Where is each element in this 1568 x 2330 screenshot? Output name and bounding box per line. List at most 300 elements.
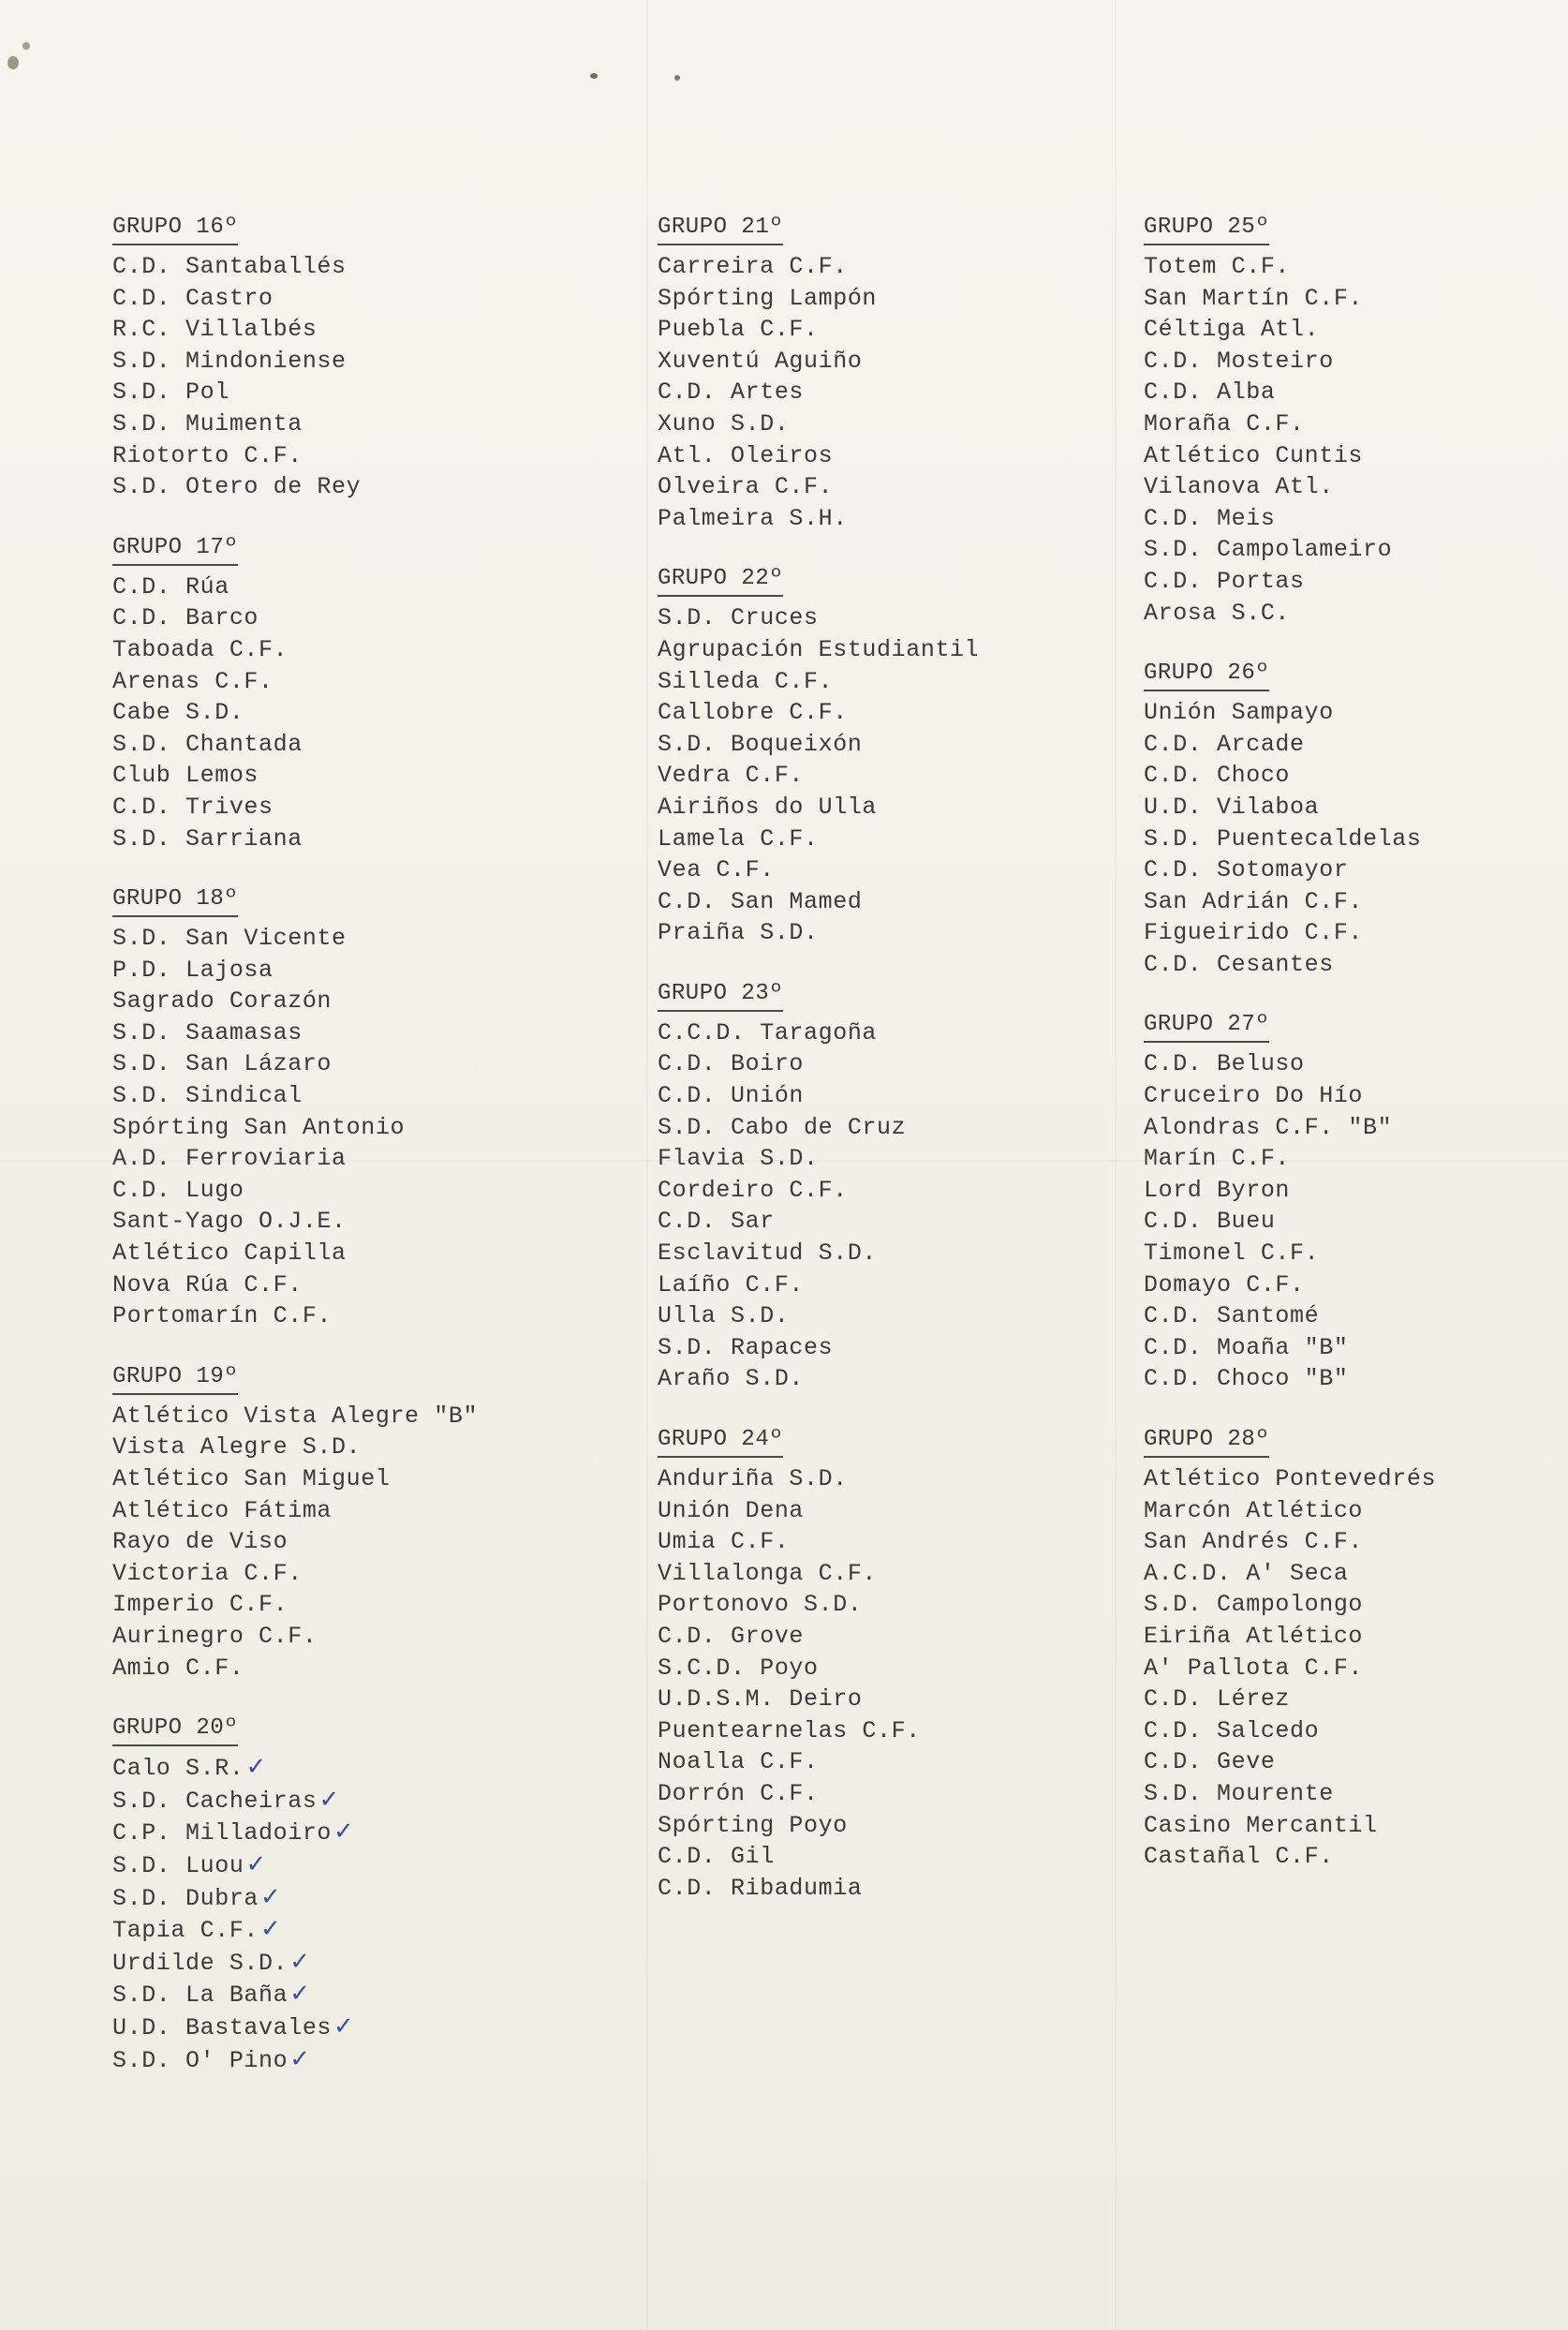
team-name: Atlético Pontevedrés (1144, 1465, 1437, 1492)
team-name: S.D. Cabo de Cruz (658, 1113, 907, 1141)
team-name: Carreira C.F. (658, 253, 848, 280)
team-entry (1144, 1778, 1568, 1810)
team-entry (112, 471, 618, 503)
team-name: Alondras C.F. "B" (1144, 1113, 1393, 1141)
team-name: C.D. Bueu (1144, 1208, 1276, 1236)
team-name: Cordeiro C.F. (658, 1176, 848, 1204)
team-entry (112, 1979, 618, 2011)
team-name: C.D. Gil (658, 1843, 775, 1871)
team-entry (658, 1048, 1163, 1080)
check-mark-icon: ✓ (318, 1785, 340, 1814)
team-name: C.D. Boiro (658, 1050, 805, 1078)
team-entry (1144, 471, 1568, 503)
team-entry (658, 314, 1163, 346)
team-name: S.D. Luou (112, 1851, 244, 1879)
team-name: Figueirido C.F. (1144, 919, 1364, 947)
team-entry (112, 2044, 618, 2077)
team-name: S.D. Mourente (1144, 1779, 1334, 1807)
team-name: Noalla C.F. (658, 1748, 819, 1776)
check-mark-icon: ✓ (289, 2044, 311, 2073)
team-entry (658, 1080, 1163, 1112)
team-entry (112, 1817, 618, 1849)
team-entry (1144, 503, 1568, 535)
team-name: Rayo de Viso (112, 1528, 288, 1556)
team-name: Vea C.F. (658, 856, 775, 884)
team-entry (112, 1112, 618, 1144)
team-name: Umia C.F. (658, 1528, 790, 1556)
team-entry (112, 1882, 618, 1915)
team-name: C.D. Cesantes (1144, 950, 1334, 978)
team-name: Spórting Poyo (658, 1811, 848, 1839)
group-block (112, 1713, 618, 2076)
team-name: Club Lemos (112, 762, 259, 790)
team-name: Anduriña S.D. (658, 1465, 848, 1492)
team-entry (112, 251, 618, 283)
team-name: Cabe S.D. (112, 699, 244, 727)
stain-spot (7, 56, 19, 69)
stain-spot (22, 42, 30, 50)
team-entry (112, 1269, 618, 1301)
team-name: Flavia S.D. (658, 1145, 819, 1173)
team-entry (1144, 824, 1568, 855)
team-entry (112, 1463, 618, 1495)
team-entry (112, 1432, 618, 1463)
team-entry (112, 1785, 618, 1818)
team-entry (1144, 251, 1568, 283)
team-name: Atlético San Miguel (112, 1465, 391, 1492)
team-entry (1144, 598, 1568, 630)
team-name: Olveira C.F. (658, 473, 834, 501)
team-name: Lord Byron (1144, 1176, 1291, 1204)
team-entry (1144, 1810, 1568, 1842)
team-entry (658, 666, 1163, 698)
group-block (1144, 658, 1568, 980)
team-entry (658, 471, 1163, 503)
group-block (658, 1424, 1163, 1904)
team-name: C.D. Choco "B" (1144, 1365, 1349, 1393)
team-entry (112, 1143, 618, 1175)
team-entry (1144, 377, 1568, 408)
team-name: S.D. Mindoniense (112, 347, 347, 375)
team-name: C.D. Portas (1144, 567, 1305, 595)
team-entry (658, 760, 1163, 792)
team-entry (1144, 1175, 1568, 1207)
team-name: Cruceiro Do Hío (1144, 1082, 1364, 1110)
group-block (112, 883, 618, 1332)
team-entry (112, 986, 618, 1017)
team-name: S.D. O' Pino (112, 2046, 288, 2074)
check-mark-icon: ✓ (245, 1753, 267, 1782)
team-name: C.P. Milladoiro (112, 1819, 333, 1848)
team-entry (658, 1143, 1163, 1175)
team-entry (1144, 1300, 1568, 1332)
team-entry (658, 1238, 1163, 1269)
team-entry (658, 1175, 1163, 1207)
team-entry (112, 1300, 618, 1332)
team-entry (112, 2011, 618, 2044)
group-title: GRUPO 16º (112, 212, 238, 245)
team-name: Callobre C.F. (658, 699, 848, 727)
team-entry (112, 377, 618, 408)
team-name: C.D. Alba (1144, 378, 1276, 407)
team-entry (112, 283, 618, 315)
team-name: Sagrado Corazón (112, 987, 333, 1016)
team-name: S.D. Boqueixón (658, 730, 863, 758)
check-mark-icon: ✓ (333, 2011, 355, 2041)
team-entry (658, 1810, 1163, 1842)
team-name: Puentearnelas C.F. (658, 1716, 921, 1744)
team-entry (112, 602, 618, 634)
team-entry (112, 408, 618, 440)
team-name: C.D. Santomé (1144, 1302, 1320, 1330)
team-entry (1144, 697, 1568, 729)
team-entry (1144, 1332, 1568, 1364)
team-entry (1144, 1463, 1568, 1495)
team-name: S.D. Cruces (658, 604, 819, 632)
team-entry (112, 314, 618, 346)
team-name: Unión Sampayo (1144, 699, 1334, 727)
team-name: C.D. Rúa (112, 572, 229, 601)
team-entry (1144, 1269, 1568, 1301)
group-title: GRUPO 17º (112, 532, 238, 566)
team-name: C.C.D. Taragoña (658, 1018, 878, 1046)
team-entry (1144, 1495, 1568, 1527)
team-name: C.D. Lugo (112, 1176, 244, 1204)
team-entry (658, 1746, 1163, 1778)
team-entry (1144, 1841, 1568, 1873)
team-name: S.D. Cacheiras (112, 1787, 318, 1815)
team-name: Imperio C.F. (112, 1591, 288, 1619)
group-title: GRUPO 20º (112, 1713, 238, 1746)
team-entry (1144, 283, 1568, 315)
team-entry (658, 1463, 1163, 1495)
check-mark-icon: ✓ (260, 1882, 282, 1911)
team-entry (112, 440, 618, 472)
team-name: S.D. San Vicente (112, 925, 347, 953)
team-entry (658, 634, 1163, 666)
team-entry (1144, 886, 1568, 918)
team-name: Villalonga C.F. (658, 1559, 878, 1587)
team-entry (112, 1401, 618, 1432)
team-name: Atlético Cuntis (1144, 441, 1364, 469)
team-entry (112, 1206, 618, 1238)
team-name: C.D. Moaña "B" (1144, 1333, 1349, 1361)
team-name: C.D. San Mamed (658, 887, 863, 915)
team-name: Silleda C.F. (658, 667, 834, 695)
team-name: C.D. Grove (658, 1622, 805, 1650)
team-entry (658, 1332, 1163, 1364)
team-name: Unión Dena (658, 1496, 805, 1524)
team-name: Vilanova Atl. (1144, 473, 1334, 501)
team-name: Calo S.R. (112, 1755, 244, 1783)
team-name: C.D. Geve (1144, 1748, 1276, 1776)
team-name: San Andrés C.F. (1144, 1528, 1364, 1556)
team-entry (658, 1841, 1163, 1873)
team-entry (1144, 1684, 1568, 1715)
team-entry (112, 1621, 618, 1653)
team-name: C.D. Artes (658, 378, 805, 407)
team-entry (658, 346, 1163, 378)
team-entry (112, 634, 618, 666)
team-name: Airiños do Ulla (658, 793, 878, 821)
team-name: S.D. Sarriana (112, 824, 303, 853)
team-name: Vista Alegre S.D. (112, 1433, 362, 1462)
team-name: S.D. Rapaces (658, 1333, 834, 1361)
team-entry (658, 824, 1163, 855)
team-name: U.D. Bastavales (112, 2013, 333, 2041)
team-name: Riotorto C.F. (112, 441, 303, 469)
team-name: Marcón Atlético (1144, 1496, 1364, 1524)
team-name: S.C.D. Poyo (658, 1654, 819, 1682)
team-entry (658, 503, 1163, 535)
team-entry (112, 1048, 618, 1080)
team-entry (112, 666, 618, 698)
team-entry (112, 1495, 618, 1527)
team-name: Taboada C.F. (112, 635, 288, 663)
team-entry (658, 1653, 1163, 1684)
team-entry (1144, 1589, 1568, 1621)
team-name: S.D. Campolongo (1144, 1591, 1364, 1619)
group-title: GRUPO 28º (1144, 1424, 1269, 1458)
team-entry (1144, 1746, 1568, 1778)
check-mark-icon: ✓ (289, 1947, 311, 1976)
team-name: Arenas C.F. (112, 667, 274, 695)
team-name: Portonovo S.D. (658, 1591, 863, 1619)
team-entry (112, 1558, 618, 1590)
team-entry (1144, 1080, 1568, 1112)
team-entry (658, 1589, 1163, 1621)
team-name: Xuventú Aguiño (658, 347, 863, 375)
group-block (658, 212, 1163, 534)
team-entry (112, 697, 618, 729)
group-title: GRUPO 22º (658, 563, 783, 597)
group-title: GRUPO 21º (658, 212, 783, 245)
team-name: Lamela C.F. (658, 824, 819, 853)
team-name: Atl. Oleiros (658, 441, 834, 469)
team-name: R.C. Villalbés (112, 316, 318, 344)
team-entry (1144, 760, 1568, 792)
team-entry (658, 1300, 1163, 1332)
team-entry (658, 1495, 1163, 1527)
group-title: GRUPO 23º (658, 978, 783, 1012)
team-name: Moraña C.F. (1144, 409, 1305, 438)
team-entry (658, 251, 1163, 283)
team-entry (112, 1653, 618, 1684)
group-block (1144, 1424, 1568, 1873)
team-name: Atlético Capilla (112, 1239, 347, 1268)
team-entry (1144, 1206, 1568, 1238)
team-name: C.D. Barco (112, 604, 259, 632)
team-name: Vedra C.F. (658, 762, 805, 790)
team-name: S.D. Pol (112, 378, 229, 407)
team-name: S.D. Otero de Rey (112, 473, 362, 501)
team-name: U.D.S.M. Deiro (658, 1685, 863, 1714)
team-entry (112, 729, 618, 761)
team-name: Nova Rúa C.F. (112, 1270, 303, 1299)
team-name: U.D. Vilaboa (1144, 793, 1320, 821)
team-entry (1144, 1558, 1568, 1590)
team-name: S.D. Dubra (112, 1884, 259, 1912)
group-block (112, 212, 618, 503)
team-entry (112, 1080, 618, 1112)
fold-line-vertical-left (646, 0, 648, 2330)
team-entry (658, 917, 1163, 949)
team-entry (112, 760, 618, 792)
team-entry (658, 1206, 1163, 1238)
team-entry (1144, 1143, 1568, 1175)
team-name: C.D. Ribadumia (658, 1874, 863, 1902)
team-name: Xuno S.D. (658, 409, 790, 438)
team-entry (1144, 854, 1568, 886)
team-name: Domayo C.F. (1144, 1270, 1305, 1299)
group-title: GRUPO 25º (1144, 212, 1269, 245)
team-name: C.D. Beluso (1144, 1050, 1305, 1078)
team-entry (1144, 1112, 1568, 1144)
group-title: GRUPO 27º (1144, 1009, 1269, 1043)
team-entry (112, 1238, 618, 1269)
team-entry (658, 283, 1163, 315)
team-entry (658, 697, 1163, 729)
team-entry (658, 1526, 1163, 1558)
team-entry (1144, 440, 1568, 472)
team-name: S.D. Saamasas (112, 1018, 303, 1046)
team-name: Casino Mercantil (1144, 1811, 1378, 1839)
team-entry (658, 1778, 1163, 1810)
group-block (658, 978, 1163, 1395)
team-name: Palmeira S.H. (658, 504, 848, 532)
team-entry (1144, 917, 1568, 949)
team-entry (658, 440, 1163, 472)
team-entry (112, 1175, 618, 1207)
ink-speck (674, 75, 680, 81)
team-name: Dorrón C.F. (658, 1779, 819, 1807)
group-block (112, 1361, 618, 1684)
team-name: Victoria C.F. (112, 1559, 303, 1587)
team-entry (1144, 1526, 1568, 1558)
check-mark-icon: ✓ (260, 1915, 282, 1944)
team-entry (658, 792, 1163, 824)
team-name: Portomarín C.F. (112, 1302, 333, 1330)
team-entry (112, 955, 618, 987)
team-entry (112, 1526, 618, 1558)
team-name: Agrupación Estudiantil (658, 635, 980, 663)
team-name: C.D. Lérez (1144, 1685, 1291, 1714)
team-name: C.D. Unión (658, 1082, 805, 1110)
team-name: S.D. Muimenta (112, 409, 303, 438)
team-name: Laíño C.F. (658, 1270, 805, 1299)
team-entry (1144, 346, 1568, 378)
team-name: Aurinegro C.F. (112, 1622, 318, 1650)
team-name: S.D. Sindical (112, 1082, 303, 1110)
group-title: GRUPO 19º (112, 1361, 238, 1395)
column-right (1144, 212, 1568, 1902)
check-mark-icon: ✓ (333, 1818, 355, 1847)
group-block (1144, 212, 1568, 629)
team-entry (112, 1752, 618, 1785)
team-entry (1144, 1715, 1568, 1747)
team-name: C.D. Castro (112, 284, 274, 312)
team-name: S.D. San Lázaro (112, 1050, 333, 1078)
team-entry (112, 571, 618, 603)
team-name: A.D. Ferroviaria (112, 1145, 347, 1173)
group-title: GRUPO 26º (1144, 658, 1269, 691)
team-entry (1144, 729, 1568, 761)
team-entry (658, 1017, 1163, 1049)
team-name: Urdilde S.D. (112, 1949, 288, 1977)
team-entry (658, 1558, 1163, 1590)
group-title: GRUPO 24º (658, 1424, 783, 1458)
team-name: Ulla S.D. (658, 1302, 790, 1330)
team-entry (1144, 1653, 1568, 1684)
team-name: Praiña S.D. (658, 919, 819, 947)
team-entry (112, 1017, 618, 1049)
ink-speck (590, 73, 598, 79)
team-entry (1144, 792, 1568, 824)
team-entry (112, 1589, 618, 1621)
team-entry (1144, 566, 1568, 598)
team-entry (112, 923, 618, 955)
team-name: A' Pallota C.F. (1144, 1654, 1364, 1682)
team-name: A.C.D. A' Seca (1144, 1559, 1349, 1587)
team-name: Arosa S.C. (1144, 599, 1291, 627)
group-title: GRUPO 18º (112, 883, 238, 917)
team-name: Céltiga Atl. (1144, 316, 1320, 344)
team-name: C.D. Mosteiro (1144, 347, 1334, 375)
column-left (112, 212, 618, 2105)
team-name: Marín C.F. (1144, 1145, 1291, 1173)
team-name: Atlético Fátima (112, 1496, 333, 1524)
team-name: Timonel C.F. (1144, 1239, 1320, 1268)
team-name: Amio C.F. (112, 1654, 244, 1682)
team-entry (112, 792, 618, 824)
team-entry (658, 854, 1163, 886)
team-entry (658, 377, 1163, 408)
team-name: C.D. Arcade (1144, 730, 1305, 758)
team-name: Tapia C.F. (112, 1917, 259, 1945)
team-name: Esclavitud S.D. (658, 1239, 878, 1268)
check-mark-icon: ✓ (289, 1980, 311, 2009)
team-name: Castañal C.F. (1144, 1843, 1334, 1871)
team-entry (658, 1112, 1163, 1144)
column-middle (658, 212, 1163, 1933)
team-entry (112, 1914, 618, 1947)
group-block (112, 532, 618, 854)
team-entry (1144, 1048, 1568, 1080)
team-entry (1144, 1363, 1568, 1395)
team-name: C.D. Meis (1144, 504, 1276, 532)
team-entry (1144, 534, 1568, 566)
team-name: S.D. Puentecaldelas (1144, 824, 1422, 853)
team-name: C.D. Trives (112, 793, 274, 821)
team-name: Spórting Lampón (658, 284, 878, 312)
team-name: Totem C.F. (1144, 253, 1291, 280)
team-name: Spórting San Antonio (112, 1113, 406, 1141)
team-entry (112, 1947, 618, 1980)
team-name: S.D. La Baña (112, 1981, 288, 2010)
team-entry (1144, 1238, 1568, 1269)
team-name: San Martín C.F. (1144, 284, 1364, 312)
team-entry (658, 602, 1163, 634)
team-name: C.D. Sotomayor (1144, 856, 1349, 884)
check-mark-icon: ✓ (245, 1849, 267, 1878)
team-entry (658, 1715, 1163, 1747)
group-block (1144, 1009, 1568, 1395)
team-name: C.D. Choco (1144, 762, 1291, 790)
team-name: S.D. Campolameiro (1144, 536, 1393, 564)
team-entry (658, 1269, 1163, 1301)
team-entry (112, 824, 618, 855)
team-entry (658, 1684, 1163, 1715)
